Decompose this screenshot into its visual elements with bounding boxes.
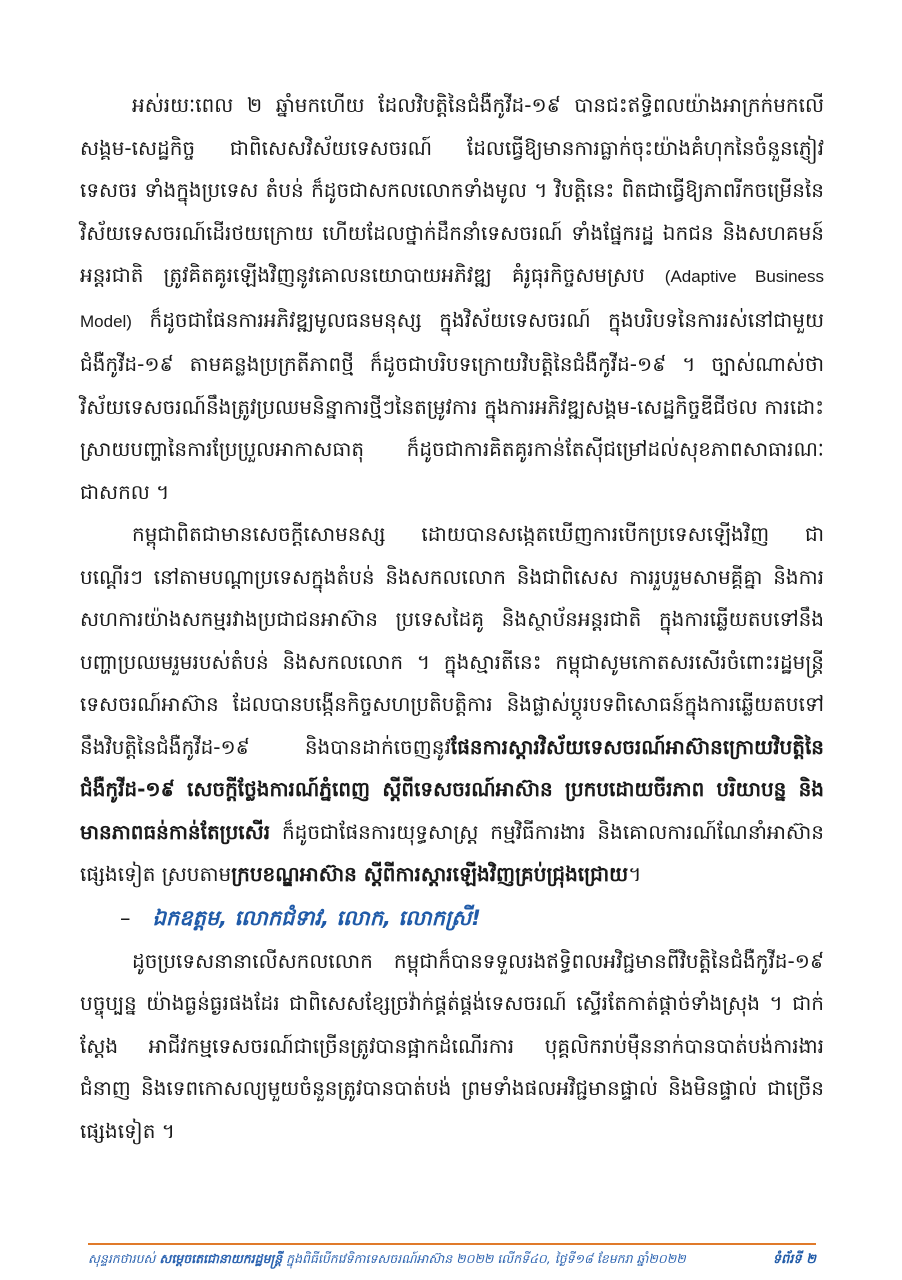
salutation [80, 896, 824, 940]
footer-suffix: ក្នុងពិធីបើកវេទិកាទេសចរណ៍អាស៊ាន ២០២២ លើកទី៤០, ថ្ងៃទី១៨ ខែមករា ឆ្នាំ២០២២ [282, 1251, 686, 1266]
paragraph-2 [80, 513, 824, 896]
adaptive-business-model-term: (Adaptive Business Model) [80, 267, 824, 331]
paragraph-1 [80, 84, 824, 513]
salutation-text: ឯកឧត្តម, លោកជំទាវ, លោក, លោកស្រី! [152, 905, 481, 930]
recovery-plan-title: ផែនការស្តារវិស័យទេសចរណ៍អាស៊ានក្រោយវិបត្តិនៃជំងឺកូវីដ-១៩ សេចក្តីថ្លែងការណ៍ភ្នំពេញ ស្តីពីទេសចរណ៍អាស៊ាន ប្រកបដោយចីរភាព បរិយាបន្ន និងមានភាពធន់កាន់តែប្រសើរ [80, 734, 824, 844]
document-body [80, 84, 824, 1152]
paragraph-1-text-b: ក៏ដូចជាផែនការអភិវឌ្ឍមូលធនមនុស្ស ក្នុងវិស័យទេសចរណ៍ ក្នុងបរិបទនៃការរស់នៅជាមួយជំងឺកូវីដ-១៩ តាមគន្លងប្រក្រតីភាពថ្មី ក៏ដូចជាបរិបទក្រោយវិបត្តិនៃជំងឺកូវីដ-១៩ ។ ច្បាស់ណាស់ថា វិស័យទេសចរណ៍នឹងត្រូវប្រឈមនិន្នាការថ្មីៗនៃតម្រូវការ ក្នុងការអភិវឌ្ឍសង្គម-សេដ្ឋកិច្ចឌីជីថល ការដោះស្រាយបញ្ហានៃការប្រែប្រួលអាកាសធាតុ ក៏ដូចជាការគិតគូរកាន់តែស៊ីជម្រៅដល់សុខភាពសាធារណៈជាសកល ។ [80, 307, 824, 504]
footer-prefix: សុន្ទរកថារបស់ [88, 1251, 160, 1266]
paragraph-1-text-a: អស់រយៈពេល ២ ឆ្នាំមកហើយ ដែលវិបត្តិនៃជំងឺកូវីដ-១៩ បានជះឥទ្ធិពលយ៉ាងអាក្រក់មកលើសង្គម-សេដ្ឋកិច្ច ជាពិសេសវិស័យទេសចរណ៍ ដែលធ្វើឱ្យមានការធ្លាក់ចុះយ៉ាងគំហុកនៃចំនួនភ្ញៀវទេសចរ ទាំងក្នុងប្រទេស តំបន់ ក៏ដូចជាសកលលោកទាំងមូល ។ វិបត្តិនេះ ពិតជាធ្វើឱ្យភាពរីកចម្រើននៃវិស័យទេសចរណ៍ដើរថយក្រោយ ហើយដែលថ្នាក់ដឹកនាំទេសចរណ៍ ទាំងផ្នែករដ្ឋ ឯកជន និងសហគមន៍អន្តរជាតិ ត្រូវគិតគូរឡើងវិញនូវគោលនយោបាយអភិវឌ្ឍ គំរូធុរកិច្ចសមស្រប [80, 93, 824, 287]
footer-caption [88, 1251, 686, 1270]
asean-framework-title: ក្របខណ្ឌអាស៊ាន ស្តីពីការស្តារឡើងវិញគ្រប់ជ្រុងជ្រោយ [231, 862, 629, 886]
paragraph-2-text-c: ។ [628, 862, 642, 886]
page-number: ទំព័រទី ២ [772, 1252, 816, 1267]
salutation-dash: – [120, 905, 131, 930]
paragraph-3: ដូចប្រទេសនានាលើសកលលោក កម្ពុជាក៏បានទទួលរងឥទ្ធិពលអវិជ្ជមានពីវិបត្តិនៃជំងឺកូវីដ-១៩ បច្ចុប្បន្ន យ៉ាងធ្ងន់ធ្ងរផងដែរ ជាពិសេសខ្សែច្រវ៉ាក់ផ្គត់ផ្គង់ទេសចរណ៍ ស្ទើរតែកាត់ផ្តាច់ទាំងស្រុង ។ ជាក់ស្តែង អាជីវកម្មទេសចរណ៍ជាច្រើនត្រូវបានផ្អាកដំណើរការ បុគ្គលិករាប់ម៉ឺននាក់បានបាត់បង់ការងារ ជំនាញ និងទេពកោសល្យមួយចំនួនត្រូវបានបាត់បង់ ព្រមទាំងផលអវិជ្ជមានផ្ទាល់ និងមិនផ្ទាល់ ជាច្រើនផ្សេងទៀត ។ [80, 948, 824, 1143]
paragraph-2-text-b: ក៏ដូចជាផែនការយុទ្ធសាស្ត្រ កម្មវិធីការងារ និងគោលការណ៍ណែនាំអាស៊ានផ្សេងទៀត ស្របតាម [80, 819, 824, 886]
paragraph-2-text-a: កម្ពុជាពិតជាមានសេចក្តីសោមនស្ស ដោយបានសង្កេតឃើញការបើកប្រទេសឡើងវិញ ជាបណ្តើរៗ នៅតាមបណ្តាប្រទេសក្នុងតំបន់ និងសកលលោក និងជាពិសេស ការរួបរួមសាមគ្គីគ្នា និងការសហការយ៉ាងសកម្មរវាងប្រជាជនអាស៊ាន ប្រទេសដៃគូ និងស្ថាប័នអន្តរជាតិ ក្នុងការឆ្លើយតបទៅនឹងបញ្ហាប្រឈមរួមរបស់តំបន់ និងសកលលោក ។ ក្នុងស្មារតីនេះ កម្ពុជាសូមកោតសរសើរចំពោះរដ្ឋមន្ត្រីទេសចរណ៍អាស៊ាន ដែលបានបង្កើនកិច្ចសហប្រតិបត្តិការ និងផ្លាស់ប្តូរបទពិសោធន៍ក្នុងការឆ្លើយតបទៅនឹងវិបត្តិនៃជំងឺកូវីដ-១៩ និងបានដាក់ចេញនូវ [80, 522, 824, 759]
footer-speaker: សម្តេចតេជោនាយករដ្ឋមន្ត្រី [159, 1251, 283, 1266]
page-footer [88, 1243, 816, 1270]
